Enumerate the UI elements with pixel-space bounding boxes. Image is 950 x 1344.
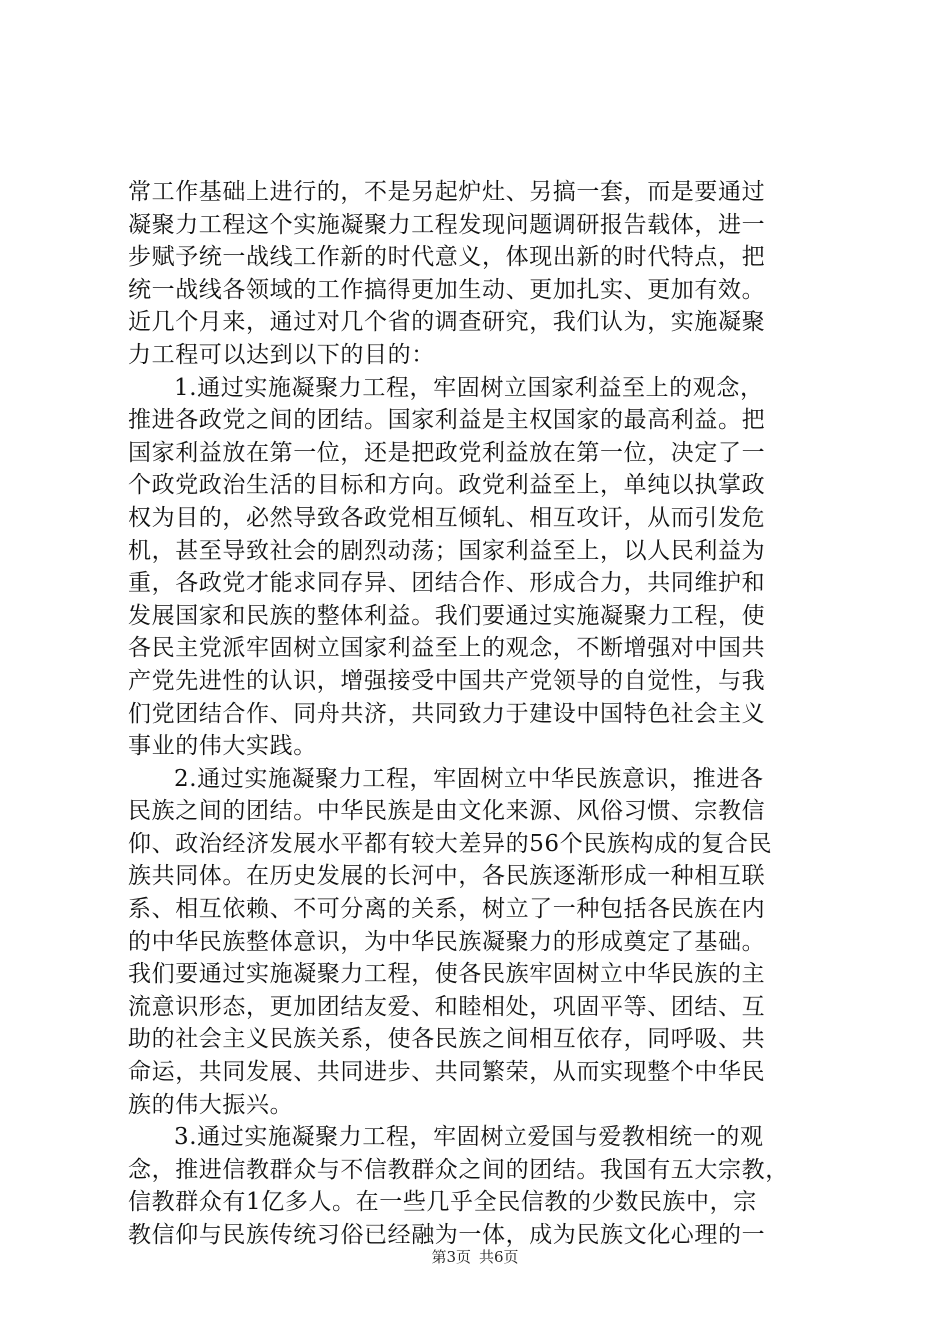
text-line: 命运，共同发展、共同进步、共同繁荣，从而实现整个中华民 bbox=[128, 1059, 766, 1086]
text-line: 民族之间的团结。中华民族是由文化来源、风俗习惯、宗教信 bbox=[128, 798, 766, 825]
text-line: 信教群众有1亿多人。在一些几乎全民信教的少数民族中，宗 bbox=[128, 1189, 757, 1216]
text-line: 个政党政治生活的目标和方向。政党利益至上，单纯以执掌政 bbox=[128, 472, 766, 499]
text-line: 我们要通过实施凝聚力工程，使各民族牢固树立中华民族的主 bbox=[128, 961, 766, 988]
text-line: 系、相互依赖、不可分离的关系，树立了一种包括各民族在内 bbox=[128, 896, 766, 923]
text-line: 的中华民族整体意识，为中华民族凝聚力的形成奠定了基础。 bbox=[128, 928, 766, 955]
text-line: 发展国家和民族的整体利益。我们要通过实施凝聚力工程，使 bbox=[128, 602, 766, 629]
text-line: 们党团结合作、同舟共济，共同致力于建设中国特色社会主义 bbox=[128, 700, 766, 727]
text-line: 念，推进信教群众与不信教群众之间的团结。我国有五大宗教， bbox=[128, 1156, 789, 1183]
text-line: 机，甚至导致社会的剧烈动荡；国家利益至上，以人民利益为 bbox=[128, 537, 766, 564]
text-line: 近几个月来，通过对几个省的调查研究，我们认为，实施凝聚 bbox=[128, 309, 766, 336]
text-line: 仰、政治经济发展水平都有较大差异的56个民族构成的复合民 bbox=[128, 830, 773, 857]
text-line: 2.通过实施凝聚力工程，牢固树立中华民族意识，推进各 bbox=[174, 765, 764, 792]
text-line: 产党先进性的认识，增强接受中国共产党领导的自觉性，与我 bbox=[128, 667, 766, 694]
text-line: 事业的伟大实践。 bbox=[128, 733, 317, 760]
page-footer bbox=[0, 1247, 950, 1267]
text-line: 族的伟大振兴。 bbox=[128, 1091, 294, 1118]
text-line: 步赋予统一战线工作新的时代意义，体现出新的时代特点，把 bbox=[128, 244, 766, 271]
text-line: 族共同体。在历史发展的长河中，各民族逐渐形成一种相互联 bbox=[128, 863, 766, 890]
text-line: 力工程可以达到以下的目的： bbox=[128, 341, 435, 368]
text-line: 重，各政党才能求同存异、团结合作、形成合力，共同维护和 bbox=[128, 570, 766, 597]
text-line: 教信仰与民族传统习俗已经融为一体，成为民族文化心理的一 bbox=[128, 1222, 766, 1248]
text-line: 3.通过实施凝聚力工程，牢固树立爱国与爱教相统一的观 bbox=[174, 1124, 764, 1151]
page-number: 第3页 bbox=[431, 1248, 471, 1266]
text-line: 权为目的，必然导致各政党相互倾轧、相互攻讦，从而引发危 bbox=[128, 504, 766, 531]
text-line: 各民主党派牢固树立国家利益至上的观念，不断增强对中国共 bbox=[128, 635, 766, 662]
page-total: 共6页 bbox=[479, 1248, 519, 1266]
text-line: 国家利益放在第一位，还是把政党利益放在第一位，决定了一 bbox=[128, 439, 766, 466]
text-line: 常工作基础上进行的，不是另起炉灶、另搞一套，而是要通过 bbox=[128, 179, 766, 205]
text-line: 凝聚力工程这个实施凝聚力工程发现问题调研报告载体，进一 bbox=[128, 211, 766, 238]
body-text bbox=[128, 176, 830, 1252]
text-line: 流意识形态，更加团结友爱、和睦相处，巩固平等、团结、互 bbox=[128, 993, 766, 1020]
text-line: 助的社会主义民族关系，使各民族之间相互依存，同呼吸、共 bbox=[128, 1026, 766, 1053]
text-line: 1.通过实施凝聚力工程，牢固树立国家利益至上的观念， bbox=[174, 374, 764, 401]
text-line: 统一战线各领域的工作搞得更加生动、更加扎实、更加有效。 bbox=[128, 276, 766, 303]
text-line: 推进各政党之间的团结。国家利益是主权国家的最高利益。把 bbox=[128, 407, 766, 434]
